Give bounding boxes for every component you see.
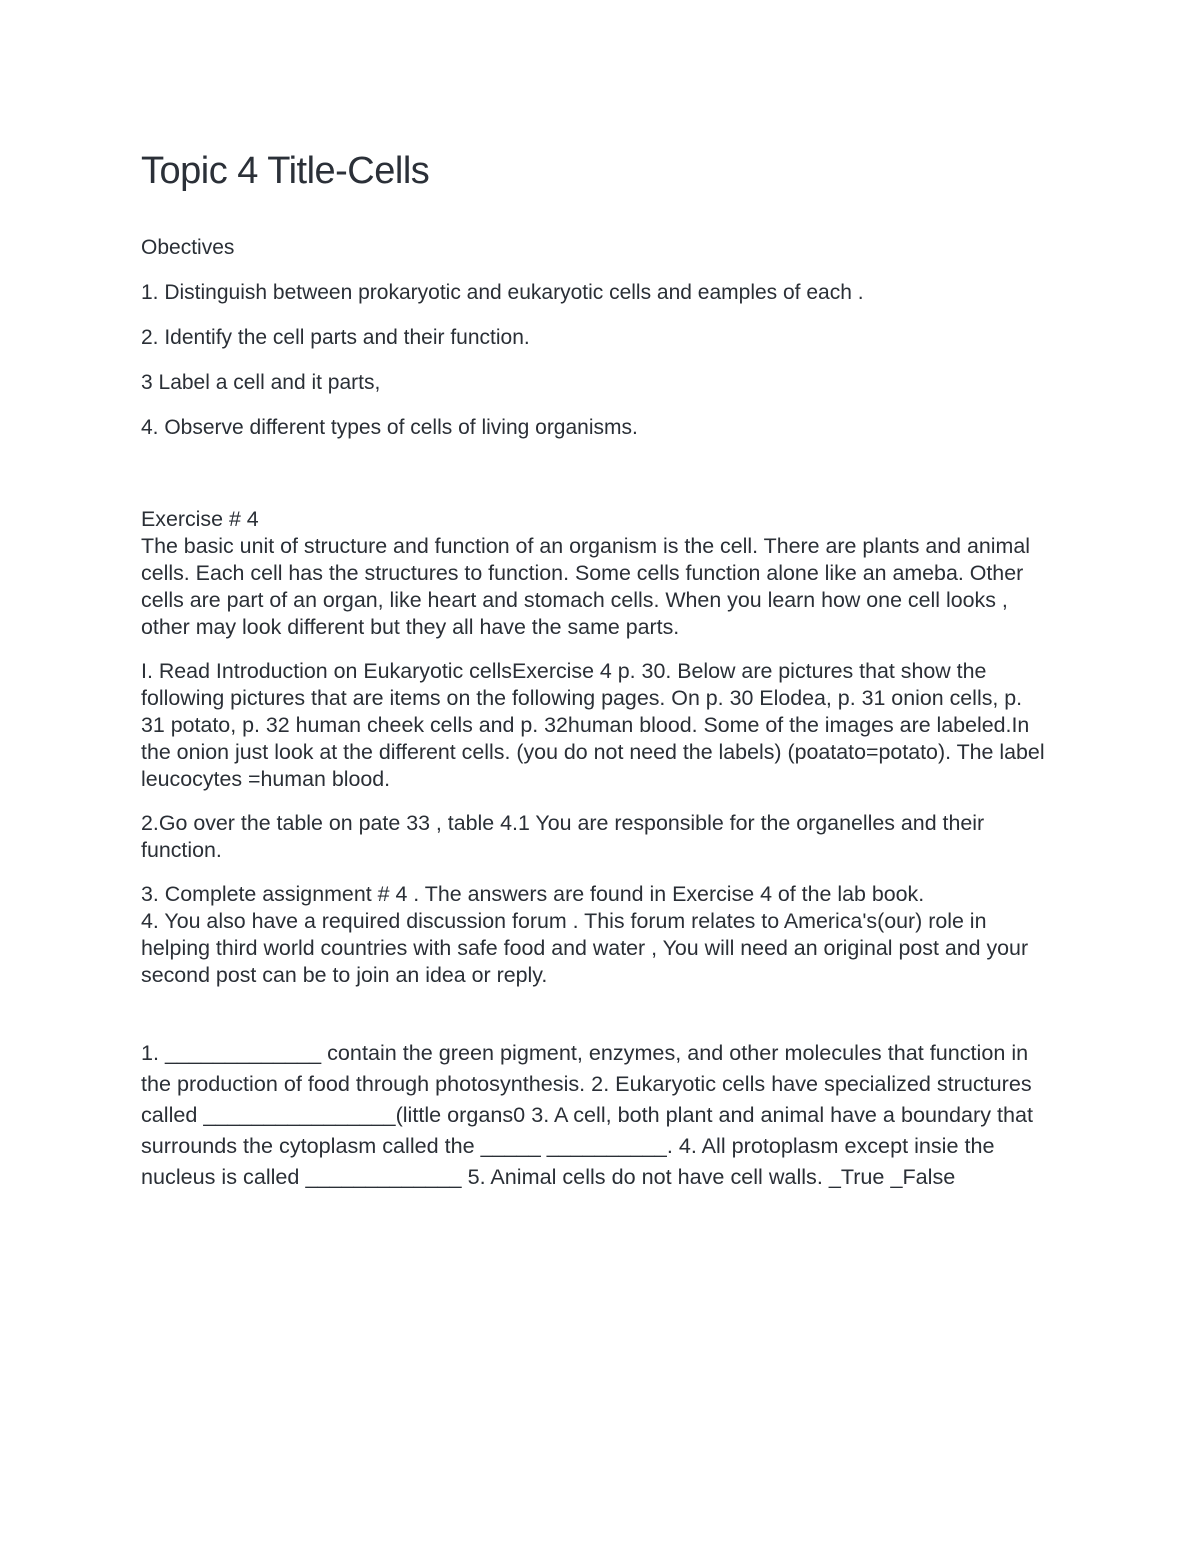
objectives-heading: Obectives	[141, 236, 235, 259]
exercise-section	[141, 506, 1051, 1006]
objectives-section	[141, 236, 1061, 461]
objective-item: 1. Distinguish between prokaryotic and eukaryotic cells and eamples of each .	[141, 281, 864, 304]
quiz-section	[141, 1037, 1053, 1192]
instruction-item: 2.Go over the table on pate 33 , table 4.1 You are responsible for the organelles and their function.	[141, 811, 985, 862]
exercise-heading: Exercise # 4	[141, 507, 259, 531]
objective-item: 3 Label a cell and it parts,	[141, 371, 381, 394]
objective-item: 4. Observe different types of cells of living organisms.	[141, 416, 638, 439]
exercise-intro: The basic unit of structure and function of an organism is the cell. There are plants and animal cells. Each cell has the structures to function. Some cells function alone like an ameba. Other cells are part of an organ, like heart and stomach cells. When you learn how one cell looks , other may look different but they all have the same parts.	[141, 534, 1030, 639]
instruction-item: I. Read Introduction on Eukaryotic cellsExercise 4 p. 30. Below are pictures that show the following pictures that are items on the following pages. On p. 30 Elodea, p. 31 onion cells, p. 31 potato, p. 32 human cheek cells and p. 32human blood. Some of the images are labeled.In the onion just look at the different cells. (you do not need the labels) (poatato=potato). The label leucocytes =human blood.	[141, 659, 1045, 791]
instruction-item: 4. You also have a required discussion forum . This forum relates to America's(our) role in helping third world countries with safe food and water , You will need an original post and your second post can be to join an idea or reply.	[141, 909, 1029, 987]
instruction-item: 3. Complete assignment # 4 . The answers are found in Exercise 4 of the lab book.	[141, 882, 925, 906]
page-title: Topic 4 Title-Cells	[141, 150, 430, 192]
objective-item: 2. Identify the cell parts and their function.	[141, 326, 530, 349]
quiz-questions: 1. _____________ contain the green pigment, enzymes, and other molecules that function in the production of food through photosynthesis. 2. Eukaryotic cells have specialized structures called ________________(little organs0 3. A cell, both plant and animal have a boundary that surrounds the cytoplasm called the _____ __________. 4. All protoplasm except insie the nucleus is called _____________ 5. Animal cells do not have cell walls. _True _False	[141, 1040, 1034, 1189]
